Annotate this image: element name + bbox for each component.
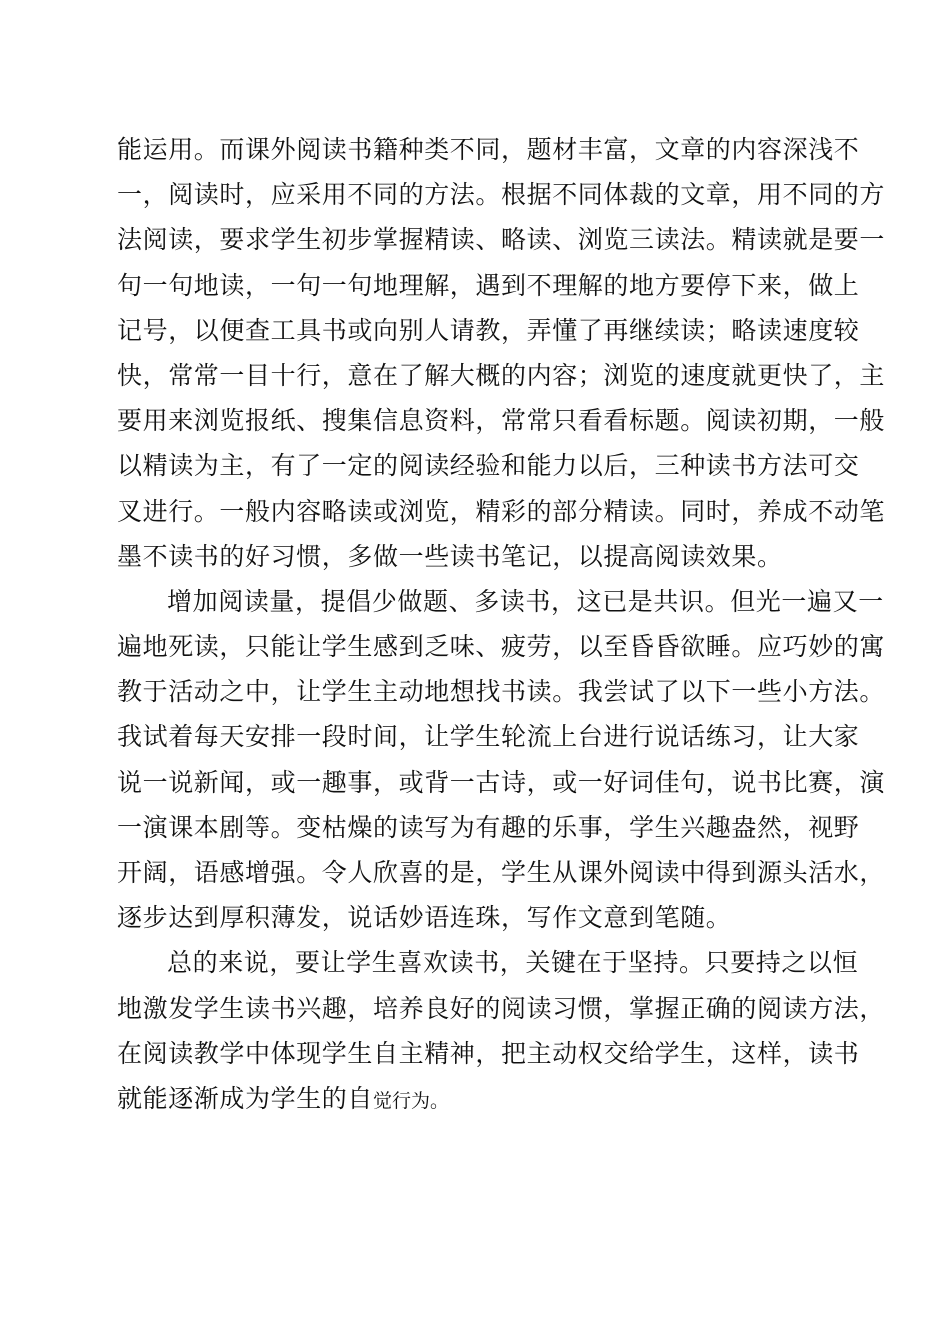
text-line: 遍地死读，只能让学生感到乏味、疲劳，以至昏昏欲睡。应巧妙的寓 xyxy=(117,632,886,662)
paragraph-2 xyxy=(117,579,886,941)
text-line: 记号，以便查工具书或向别人请教，弄懂了再继续读；略读速度较 xyxy=(117,315,860,345)
body-text xyxy=(117,127,886,1121)
text-line: 逐步达到厚积薄发，说话妙语连珠，写作文意到笔随。 xyxy=(117,903,732,933)
text-line xyxy=(117,1076,852,1121)
text-line: 句一句地读，一句一句地理解，遇到不理解的地方要停下来，做上 xyxy=(117,270,860,300)
text-line: 增加阅读量，提倡少做题、多读书，这已是共识。但光一遍又一 xyxy=(167,586,884,616)
text-line: 一演课本剧等。变枯燥的读写为有趣的乐事，学生兴趣盎然，视野 xyxy=(117,812,860,842)
text-line: 要用来浏览报纸、搜集信息资料，常常只看看标题。阅读初期，一般 xyxy=(117,406,886,436)
text-line: 一，阅读时，应采用不同的方法。根据不同体裁的文章，用不同的方 xyxy=(117,180,886,210)
text-line: 以精读为主，有了一定的阅读经验和能力以后，三种读书方法可交 xyxy=(117,451,860,481)
text-line: 能运用。而课外阅读书籍种类不同，题材丰富，文章的内容深浅不 xyxy=(117,135,860,164)
text-line: 快，常常一目十行，意在了解大概的内容；浏览的速度就更快了，主 xyxy=(117,360,886,390)
text-line: 教于活动之中，让学生主动地想找书读。我尝试了以下一些小方法。 xyxy=(117,677,886,707)
text-line: 叉进行。一般内容略读或浏览，精彩的部分精读。同时，养成不动笔 xyxy=(117,496,886,526)
text-line: 在阅读教学中体现学生自主精神，把主动权交给学生，这样，读书 xyxy=(117,1038,860,1068)
text-line: 地激发学生读书兴趣，培养良好的阅读习惯，掌握正确的阅读方法， xyxy=(117,993,886,1023)
text-line: 说一说新闻，或一趣事，或背一古诗，或一好词佳句，说书比赛，演 xyxy=(117,767,886,797)
final-line-tail: 觉行为。 xyxy=(373,1089,450,1112)
text-line: 开阔，语感增强。令人欣喜的是，学生从课外阅读中得到源头活水， xyxy=(117,858,886,887)
text-line: 我试着每天安排一段时间，让学生轮流上台进行说话练习，让大家 xyxy=(117,722,860,752)
text-line: 墨不读书的好习惯，多做一些读书笔记，以提高阅读效果。 xyxy=(117,541,783,571)
final-line-main: 就能逐渐成为学生的自 xyxy=(117,1083,374,1113)
paragraph-1 xyxy=(117,127,886,579)
text-line: 总的来说，要让学生喜欢读书，关键在于坚持。只要持之以恒 xyxy=(167,948,859,978)
paragraph-3 xyxy=(117,940,886,1121)
text-line: 法阅读，要求学生初步掌握精读、略读、浏览三读法。精读就是要一 xyxy=(117,225,886,255)
